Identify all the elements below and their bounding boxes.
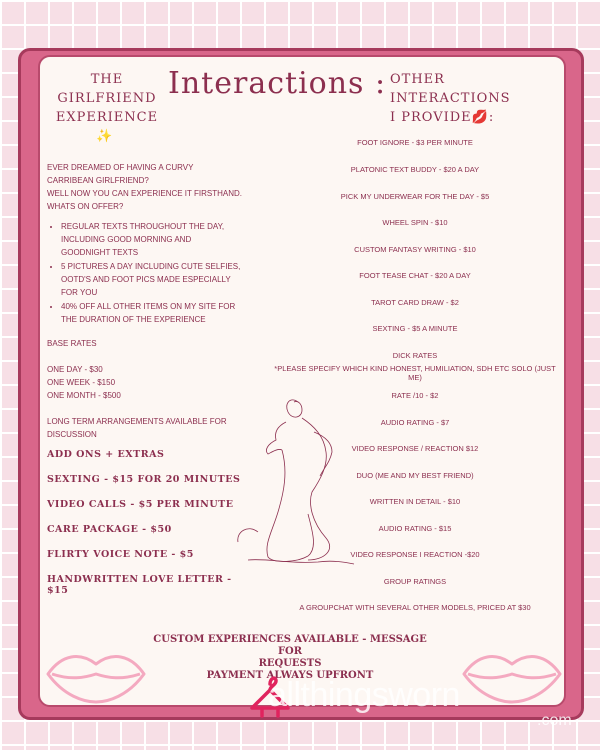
service-item: FOOT TEASE CHAT - $20 A DAY [359,271,471,280]
other-interactions-heading [390,70,520,127]
intro-line: WELL NOW YOU CAN EXPERIENCE IT FIRSTHAND. [47,189,242,198]
intro-line: EVER DREAMED OF HAVING A CURVY CARRIBEAN GIRLFRIEND? [47,163,194,185]
lips-decoration-left [44,648,148,704]
service-item: A GROUPCHAT WITH SEVERAL OTHER MODELS, PRICED AT $30 [299,603,531,612]
lips-icon: 💋 [471,110,489,125]
service-item: PICK MY UNDERWEAR FOR THE DAY - $5 [340,192,490,201]
footer-line: FOR [277,646,303,657]
heading-line: INTERACTIONS [390,91,511,106]
footer-line: REQUESTS [258,658,322,669]
service-item: SEXTING - $5 A MINUTE [372,324,458,333]
service-item: FOOT IGNORE - $3 PER MINUTE [357,138,473,147]
footer-line: PAYMENT ALWAYS UPFRONT [206,670,374,681]
service-item: WRITTEN IN DETAIL - $10 [369,497,461,506]
extra-item: HANDWRITTEN LOVE LETTER - $15 [47,574,232,596]
heading-line: OTHER [390,72,445,87]
offer-item: • REGULAR TEXTS THROUGHOUT THE DAY, INCLUDING GOOD MORNING AND GOODNIGHT TEXTS [61,220,242,259]
rate-item: ONE DAY - $30 [47,365,103,374]
offer-item: • 40% OFF ALL OTHER ITEMS ON MY SITE FOR THE DURATION OF THE EXPERIENCE [61,300,242,326]
service-item: RATE /10 - $2 [391,391,439,400]
service-item: VIDEO RESPONSE I REACTION -$20 [350,550,480,559]
page-title: Interactions : [168,66,387,101]
extra-item: CARE PACKAGE - $50 [47,524,172,535]
service-item: GROUP RATINGS [383,577,447,586]
watermark-text: allthingsworn [268,676,460,714]
rate-item: ONE MONTH - $500 [47,391,121,400]
line-art-figure [228,392,358,572]
heading-line: GIRLFRIEND [57,91,157,106]
heading-line: THE [90,72,124,87]
offer-item: • 5 PICTURES A DAY INCLUDING CUTE SELFIES, OOTD'S AND FOOT PICS MADE ESPECIALLY FOR YOU [61,260,242,299]
service-item: CUSTOM FANTASY WRITING - $10 [354,245,476,254]
service-item: WHEEL SPIN - $10 [382,218,448,227]
extra-item: VIDEO CALLS - $5 PER MINUTE [47,499,234,510]
service-item: TAROT CARD DRAW - $2 [371,298,459,307]
girlfriend-experience-heading [52,70,162,127]
service-item: AUDIO RATING - $15 [378,524,452,533]
long-term-note: LONG TERM ARRANGEMENTS AVAILABLE FOR DISCUSSION [47,417,227,439]
base-rates-label: BASE RATES [47,339,97,348]
footer-line: CUSTOM EXPERIENCES AVAILABLE - MESSAGE [153,634,427,645]
extras-heading: ADD ONS + EXTRAS [47,449,165,460]
rate-item: ONE WEEK - $150 [47,378,116,387]
extra-item: SEXTING - $15 FOR 20 MINUTES [47,474,241,485]
intro-line: WHATS ON OFFER? [47,202,124,211]
service-item: AUDIO RATING - $7 [380,418,450,427]
watermark-suffix: .com [537,712,572,729]
lips-decoration-right [460,648,564,704]
service-item: PLATONIC TEXT BUDDY - $20 A DAY [350,165,480,174]
girlfriend-experience-details [47,161,242,441]
service-item: VIDEO RESPONSE / REACTION $12 [351,444,479,453]
sparkle-icon: ✨ [96,128,113,143]
service-item: DICK RATES [392,351,438,360]
heading-line: EXPERIENCE [55,110,159,125]
service-note: *PLEASE SPECIFY WHICH KIND HONEST, HUMILIATION, SDH ETC SOLO (JUST ME) [274,364,556,382]
offer-list [47,220,242,326]
service-item: DUO (ME AND MY BEST FRIEND) [356,471,474,480]
heading-line: I PROVIDE💋: [390,110,495,125]
extra-item: FLIRTY VOICE NOTE - $5 [47,549,194,560]
